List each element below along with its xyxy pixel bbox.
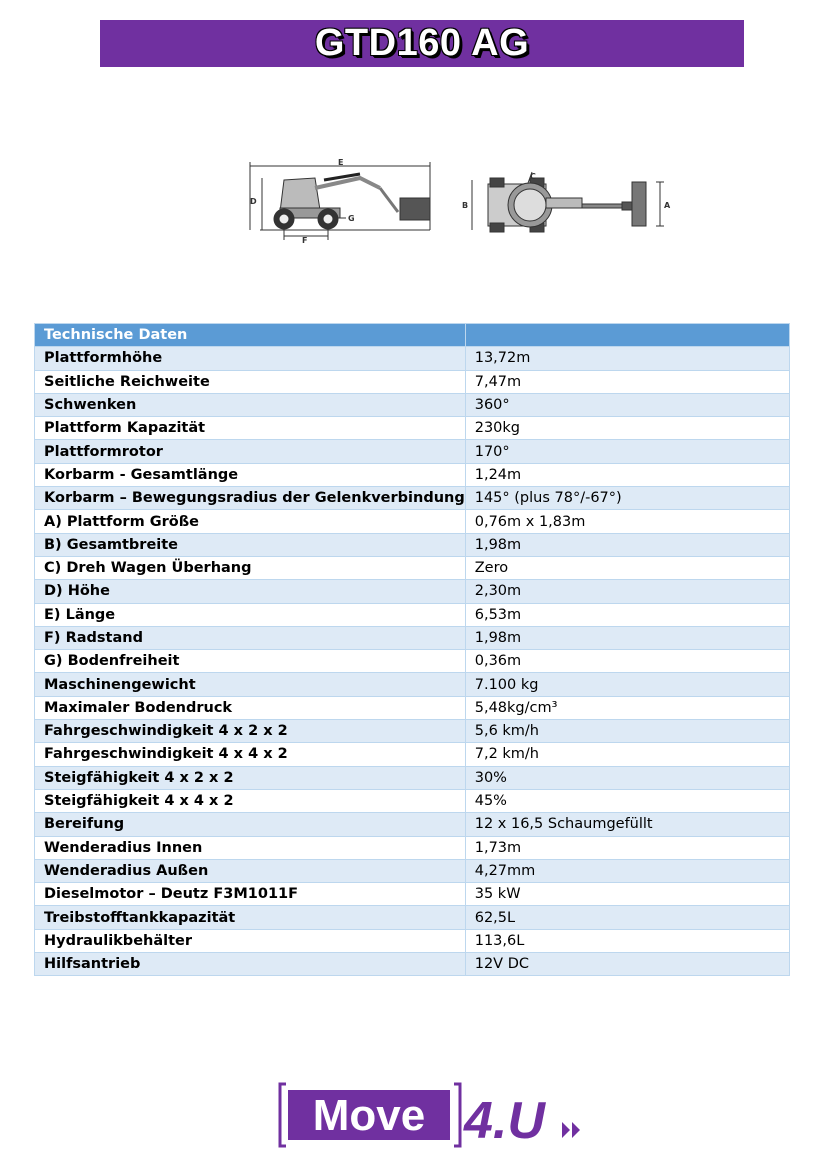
spec-value: 0,76m x 1,83m xyxy=(465,510,789,533)
table-row xyxy=(35,440,790,463)
spec-value: 5,6 km/h xyxy=(465,720,789,743)
table-row xyxy=(35,743,790,766)
table-row xyxy=(35,720,790,743)
dim-label-d: D xyxy=(250,197,257,206)
spec-value: 6,53m xyxy=(465,603,789,626)
top-view-drawing xyxy=(462,172,671,232)
table-row xyxy=(35,813,790,836)
spec-value: 7.100 kg xyxy=(465,673,789,696)
table-row xyxy=(35,533,790,556)
spec-value: 145° (plus 78°/-67°) xyxy=(465,487,789,510)
spec-label: Korbarm - Gesamtlänge xyxy=(35,463,466,486)
table-row xyxy=(35,650,790,673)
table-row xyxy=(35,347,790,370)
spec-label: Plattform Kapazität xyxy=(35,417,466,440)
spec-label: Plattformrotor xyxy=(35,440,466,463)
spec-label: E) Länge xyxy=(35,603,466,626)
spec-label: Hilfsantrieb xyxy=(35,953,466,976)
spec-value: 7,47m xyxy=(465,370,789,393)
spec-value: 230kg xyxy=(465,417,789,440)
title-banner xyxy=(100,20,744,67)
table-row xyxy=(35,789,790,812)
table-row xyxy=(35,370,790,393)
spec-label: Fahrgeschwindigkeit 4 x 2 x 2 xyxy=(35,720,466,743)
spec-value: 12V DC xyxy=(465,953,789,976)
dim-label-f: F xyxy=(302,236,308,245)
table-row xyxy=(35,836,790,859)
spec-label: Maschinengewicht xyxy=(35,673,466,696)
table-row xyxy=(35,673,790,696)
table-row xyxy=(35,626,790,649)
spec-value: 113,6L xyxy=(465,929,789,952)
spec-value: 1,24m xyxy=(465,463,789,486)
table-row xyxy=(35,766,790,789)
spec-label: Dieselmotor – Deutz F3M1011F xyxy=(35,883,466,906)
spec-label: Steigfähigkeit 4 x 2 x 2 xyxy=(35,766,466,789)
spec-label: B) Gesamtbreite xyxy=(35,533,466,556)
spec-label: Maximaler Bodendruck xyxy=(35,696,466,719)
dim-label-b: B xyxy=(462,201,469,210)
spec-label: Plattformhöhe xyxy=(35,347,466,370)
table-row xyxy=(35,603,790,626)
table-header-row xyxy=(35,324,790,347)
machine-diagram xyxy=(240,150,680,250)
logo-text-4u: 4.U xyxy=(464,1092,545,1150)
dim-label-a: A xyxy=(664,201,671,210)
page-title: GTD160 AG xyxy=(314,22,530,64)
table-row xyxy=(35,929,790,952)
dim-label-e: E xyxy=(338,158,344,167)
table-row xyxy=(35,556,790,579)
spec-label: Seitliche Reichweite xyxy=(35,370,466,393)
spec-label: D) Höhe xyxy=(35,580,466,603)
spec-label: F) Radstand xyxy=(35,626,466,649)
spec-label: Treibstofftankkapazität xyxy=(35,906,466,929)
table-row xyxy=(35,417,790,440)
spec-value: 360° xyxy=(465,393,789,416)
spec-value: 13,72m xyxy=(465,347,789,370)
table-row xyxy=(35,906,790,929)
dim-label-c: C xyxy=(530,172,536,181)
spec-label: Steigfähigkeit 4 x 4 x 2 xyxy=(35,789,466,812)
dim-label-g: G xyxy=(348,214,355,223)
table-row xyxy=(35,953,790,976)
side-view-drawing xyxy=(250,158,430,245)
spec-label: Hydraulikbehälter xyxy=(35,929,466,952)
table-row xyxy=(35,463,790,486)
table-row xyxy=(35,393,790,416)
table-row xyxy=(35,883,790,906)
table-row xyxy=(35,487,790,510)
spec-label: Bereifung xyxy=(35,813,466,836)
spec-value: 4,27mm xyxy=(465,859,789,882)
spec-label: A) Plattform Größe xyxy=(35,510,466,533)
spec-value: 35 kW xyxy=(465,883,789,906)
spec-value: 2,30m xyxy=(465,580,789,603)
spec-label: C) Dreh Wagen Überhang xyxy=(35,556,466,579)
spec-value: 1,98m xyxy=(465,533,789,556)
spec-label: Fahrgeschwindigkeit 4 x 4 x 2 xyxy=(35,743,466,766)
spec-label: Wenderadius Außen xyxy=(35,859,466,882)
spec-value: 45% xyxy=(465,789,789,812)
spec-value: 1,73m xyxy=(465,836,789,859)
logo-text-move: Move xyxy=(312,1091,426,1140)
spec-value: Zero xyxy=(465,556,789,579)
spec-value: 5,48kg/cm³ xyxy=(465,696,789,719)
spec-label: Korbarm – Bewegungsradius der Gelenkverbindung xyxy=(35,487,466,510)
table-row xyxy=(35,859,790,882)
table-row xyxy=(35,510,790,533)
table-header-label: Technische Daten xyxy=(35,324,466,347)
spec-value: 62,5L xyxy=(465,906,789,929)
spec-value: 12 x 16,5 Schaumgefüllt xyxy=(465,813,789,836)
table-row xyxy=(35,580,790,603)
spec-value: 0,36m xyxy=(465,650,789,673)
spec-label: Schwenken xyxy=(35,393,466,416)
table-row xyxy=(35,696,790,719)
spec-label: G) Bodenfreiheit xyxy=(35,650,466,673)
table-header-value xyxy=(465,324,789,347)
specs-table xyxy=(34,323,790,976)
spec-label: Wenderadius Innen xyxy=(35,836,466,859)
spec-value: 170° xyxy=(465,440,789,463)
spec-value: 30% xyxy=(465,766,789,789)
spec-value: 1,98m xyxy=(465,626,789,649)
move4u-logo xyxy=(278,1080,588,1150)
spec-value: 7,2 km/h xyxy=(465,743,789,766)
